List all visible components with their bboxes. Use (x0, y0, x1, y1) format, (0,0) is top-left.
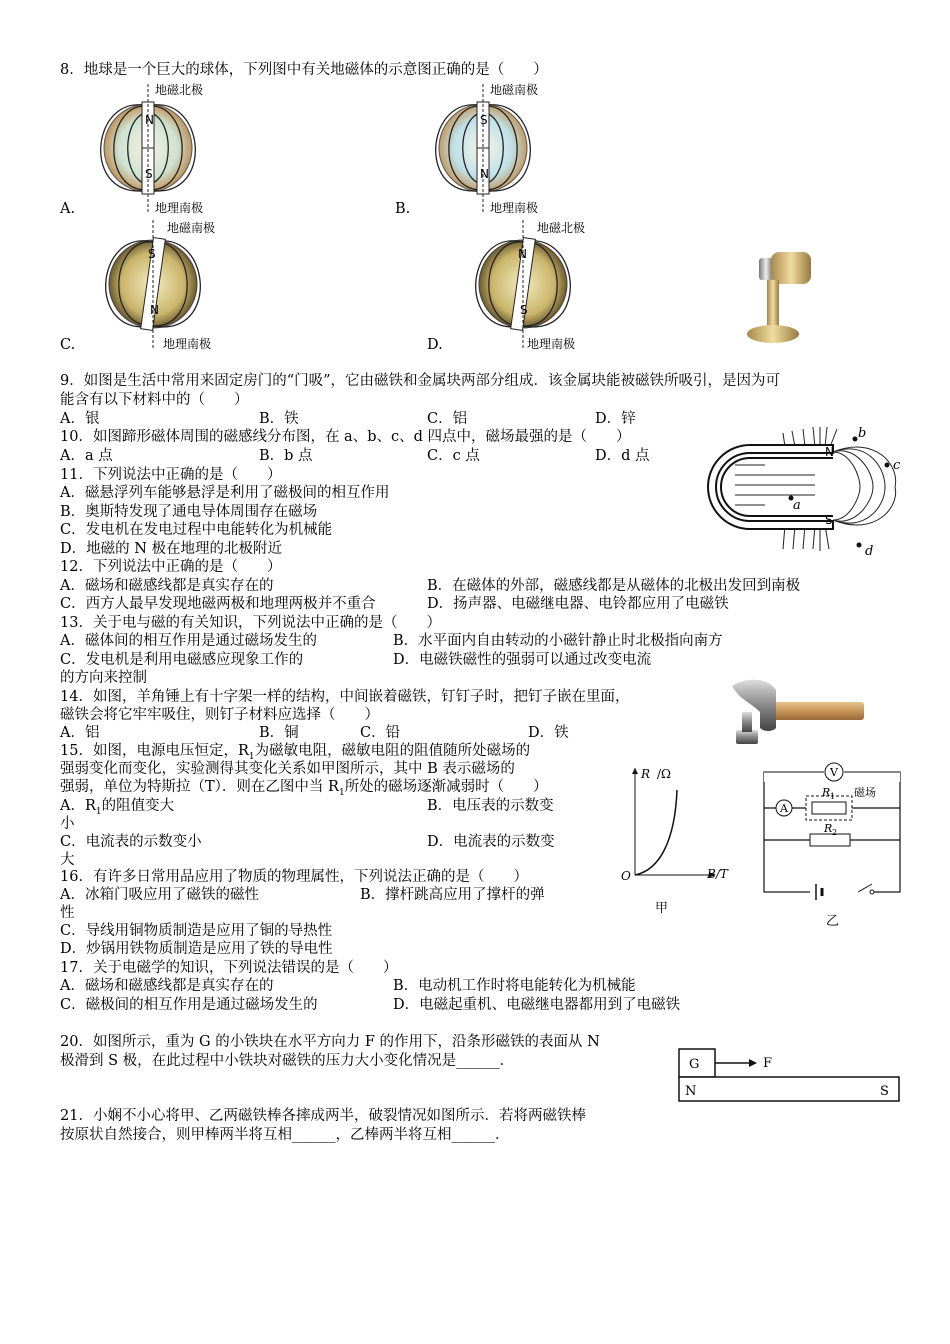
q21-line-1: 21．小娴不小心将甲、乙两磁铁棒各摔成两半，破裂情况如图所示．若将两磁铁棒 (60, 1108, 586, 1124)
q15-line-2: 强弱变化而变化，实验测得其变化关系如甲图所示，其中 B 表示磁场的 (60, 761, 515, 777)
q15-ammeter: A (780, 802, 788, 815)
q14-stem-1: 14．如图，羊角锤上有十字架一样的结构，中间嵌着磁铁，钉钉子时，把钉子嵌在里面， (60, 689, 630, 705)
q15-option-a: A．$R_1$的阻值变大 (60, 798, 175, 817)
q15-line-3: 强弱，单位为特斯拉（T）．则在乙图中当 $R_1$所处的磁场逐渐减弱时（ ） (60, 779, 548, 798)
q8-c-label: C. (60, 337, 76, 353)
q11-option-d: D．地磁的 N 极在地理的北极附近 (60, 541, 283, 557)
q16-option-a: A．冰箱门吸应用了磁铁的磁性 (60, 887, 259, 903)
q12-option-b: B．在磁体的外部，磁感线都是从磁体的北极出发回到南极 (427, 578, 801, 594)
q8-b-top-label: 地磁南极 (490, 83, 539, 97)
q15-r2-sub: 2 (832, 828, 838, 837)
q15-option-b: B．电压表的示数变 (427, 798, 554, 814)
q17-option-b: B．电动机工作时将电能转化为机械能 (393, 978, 636, 994)
q15-line-1: 15．如图，电源电压恒定，$R_1$为磁敏电阻，磁敏电阻的阻值随所处磁场的 (60, 743, 531, 762)
q8-d-pole-bottom: S (520, 303, 528, 317)
q15-option-d: D．电流表的示数变 (427, 834, 555, 850)
q17-option-d: D．电磁起重机、电磁继电器都用到了电磁铁 (393, 997, 681, 1013)
q15-r1-sub: 1 (830, 792, 836, 801)
q11-option-b: B．奥斯特发现了通电导体周围存在磁场 (60, 504, 318, 520)
q8-figure-b (415, 82, 565, 217)
q16-option-b: B．撑杆跳高应用了撑杆的弹 (360, 887, 545, 903)
q11-option-a: A．磁悬浮列车能够悬浮是利用了磁极间的相互作用 (60, 485, 390, 501)
q10-pole-n: N (825, 445, 834, 459)
q14-option-b: B．铜 (259, 725, 299, 741)
q11-stem: 11．下列说法中正确的是（ ） (60, 467, 282, 483)
q10-point-d: d (865, 544, 874, 559)
q14-option-a: A．铝 (60, 725, 100, 741)
q20-force-label: F (763, 1056, 773, 1071)
q8-d-label: D. (427, 337, 443, 353)
q15-r1-label: R (822, 786, 831, 799)
q13-option-b: B．水平面内自由转动的小磁针静止时北极指向南方 (393, 633, 723, 649)
q12-option-a: A．磁场和磁感线都是真实存在的 (60, 578, 274, 594)
q10-point-b: b (858, 426, 867, 441)
q16-stem: 16．有许多日常用品应用了物质的物理属性，下列说法正确的是（ ） (60, 869, 528, 885)
q20-magnet-block-figure (675, 1045, 905, 1105)
q10-stem: 10．如图蹄形磁体周围的磁感线分布图，在 a、b、c、d 四点中，磁场最强的是（ ） (60, 429, 631, 445)
q10-horseshoe-magnet-figure (705, 425, 915, 565)
q20-line-1: 20．如图所示，重为 G 的小铁块在水平方向力 F 的作用下，沿条形磁铁的表面从 N (60, 1034, 600, 1050)
q13-option-d: D．电磁铁磁性的强弱可以通过改变电流 (393, 652, 652, 668)
q17-option-c: C．磁极间的相互作用是通过磁场发生的 (60, 997, 318, 1013)
q15-graph-xlabel: B/T (707, 867, 728, 881)
q16-option-c: C．导线用铜物质制造是应用了铜的导热性 (60, 923, 333, 939)
q9-option-d: D．锌 (595, 411, 636, 427)
q8-d-top-label: 地磁北极 (537, 221, 586, 235)
q15-r2-label: R (824, 822, 833, 835)
q10-pole-s: S (825, 513, 833, 527)
q8-c-pole-top: S (148, 247, 156, 261)
q20-line-2: 极滑到 S 极，在此过程中小铁块对磁铁的压力大小变化情况是______． (60, 1053, 515, 1069)
q13-option-c: C．发电机是利用电磁感应现象工作的 (60, 652, 304, 668)
q8-b-pole-top: S (480, 113, 488, 127)
q15-graph-ylabel-tail: /Ω (657, 767, 671, 781)
q8-a-pole-bottom: S (145, 167, 153, 181)
q15-circuit-yi (760, 760, 905, 930)
q8-b-bottom-label: 地理南极 (490, 201, 539, 215)
q9-stem-1: 9．如图是生活中常用来固定房门的“门吸”，它由磁铁和金属块两部分组成．该金属块能被磁铁所吸引，是因为可 (60, 373, 781, 389)
q15-graph-origin: O (621, 869, 631, 883)
q10-point-a: a (793, 498, 801, 513)
q9-stem-2: 能含有以下材料中的（ ） (60, 392, 249, 408)
q15-graph-caption: 甲 (655, 901, 669, 916)
q15-graph-ylabel: R (641, 767, 651, 781)
q15-option-d-cont: 大 (60, 852, 75, 868)
q8-stem: 8．地球是一个巨大的球体，下列图中有关地磁体的示意图正确的是（ ） (60, 62, 548, 78)
q20-pole-n: N (685, 1084, 697, 1099)
q8-a-bottom-label: 地理南极 (155, 201, 204, 215)
q15-field-label: 磁场 (854, 786, 876, 799)
q10-option-a: A．a 点 (60, 448, 113, 464)
q8-d-bottom-label: 地理南极 (527, 337, 576, 351)
q12-option-c: C．西方人最早发现地磁两极和地理两极并不重合 (60, 596, 376, 612)
q8-a-label: A. (60, 201, 76, 217)
q15-circuit-caption: 乙 (826, 914, 840, 929)
q9-option-b: B．铁 (259, 411, 299, 427)
q8-c-pole-bottom: N (150, 303, 159, 317)
q9-option-a: A．银 (60, 411, 100, 427)
q13-option-a: A．磁体间的相互作用是通过磁场发生的 (60, 633, 317, 649)
q8-c-top-label: 地磁南极 (167, 221, 216, 235)
q20-block-label: G (689, 1057, 700, 1072)
q8-c-bottom-label: 地理南极 (163, 337, 212, 351)
q15-option-c: C．电流表的示数变小 (60, 834, 202, 850)
q15-voltmeter: V (830, 766, 838, 779)
q10-option-b: B．b 点 (259, 448, 313, 464)
q17-option-a: A．磁场和磁感线都是真实存在的 (60, 978, 274, 994)
q11-option-c: C．发电机在发电过程中电能转化为机械能 (60, 522, 333, 538)
q10-option-c: C．c 点 (427, 448, 480, 464)
q12-option-d: D．扬声器、电磁继电器、电铃都应用了电磁铁 (427, 596, 729, 612)
q8-a-top-label: 地磁北极 (155, 83, 204, 97)
q21-line-2: 按原状自然接合，则甲棒两半将互相______，乙棒两半将互相______． (60, 1127, 510, 1143)
q8-figure-a (80, 82, 230, 217)
q8-figure-c (85, 218, 245, 353)
q14-option-d: D．铁 (528, 725, 569, 741)
q20-pole-s: S (880, 1084, 889, 1099)
q9-option-c: C．铝 (427, 411, 468, 427)
door-stopper-image (745, 250, 815, 345)
q8-d-pole-top: N (518, 247, 527, 261)
q8-a-pole-top: N (145, 113, 154, 127)
q15-graph-jia (615, 760, 745, 920)
q8-b-label: B. (395, 201, 411, 217)
q16-option-d: D．炒锅用铁物质制造是应用了铁的导电性 (60, 941, 333, 957)
q17-stem: 17．关于电磁学的知识，下列说法错误的是（ ） (60, 960, 398, 976)
q8-b-pole-bottom: N (480, 167, 489, 181)
q16-option-b-cont: 性 (60, 905, 75, 921)
q12-stem: 12．下列说法中正确的是（ ） (60, 559, 282, 575)
q14-option-c: C．铅 (360, 725, 401, 741)
q13-stem: 13．关于电与磁的有关知识，下列说法中正确的是（ ） (60, 615, 441, 631)
q15-option-b-cont: 小 (60, 816, 75, 832)
q10-point-c: c (893, 458, 901, 473)
q10-option-d: D．d 点 (595, 448, 650, 464)
q14-hammer-image (728, 672, 868, 747)
q14-stem-2: 磁铁会将它牢牢吸住，则钉子材料应选择（ ） (60, 707, 379, 723)
q8-figure-d (455, 218, 615, 353)
q13-option-d-cont: 的方向来控制 (60, 670, 147, 686)
